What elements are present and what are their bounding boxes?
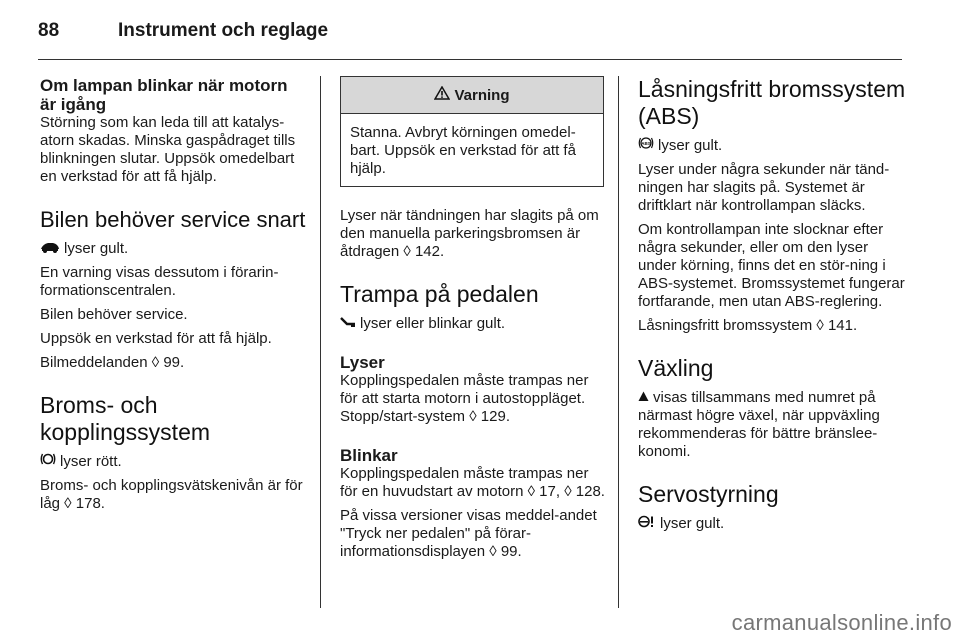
column-1 — [40, 76, 308, 513]
brake-icon — [40, 452, 56, 470]
service-paragraph-2: Bilen behöver service. — [40, 306, 188, 323]
page-header — [38, 16, 902, 56]
pedal-status: lyser eller blinkar gult. — [360, 315, 506, 332]
service-paragraph-3: Uppsök en verkstad för att få hjälp. — [40, 330, 272, 347]
gearshift-paragraph — [638, 388, 908, 461]
section-title-lamp-blinks: Om lampan blinkar när motorn är igång — [40, 76, 288, 114]
section-title-power-steering: Servostyrning — [638, 481, 779, 507]
abs-status: lyser gult. — [658, 137, 723, 154]
service-status-line — [40, 239, 308, 258]
column-3 — [638, 76, 908, 533]
section-title-pedal: Trampa på pedalen — [340, 281, 539, 307]
parking-brake-paragraph: Lyser när tändningen har slagits på om den manuella parkeringsbromsen är åtdragen ◊ 142. — [340, 207, 599, 260]
power-steering-status: lyser gult. — [660, 515, 725, 532]
page-title: Instrument och reglage — [118, 20, 329, 41]
gearshift-text: visas tillsammans med numret på närmast högre växel, när uppväxling rekommenderas för bättre bränslee-konomi. — [638, 389, 880, 460]
warning-triangle-icon — [434, 77, 450, 113]
section-title-gearshift: Växling — [638, 355, 714, 381]
header-divider — [38, 59, 902, 60]
column-divider-2 — [618, 76, 619, 608]
abs-paragraph-1: Lyser under några sekunder när tänd-ningen har slagits på. Systemet är driftklart när kontrollampan släcks. — [638, 161, 890, 214]
section-title-abs: Låsningsfritt bromssystem (ABS) — [638, 76, 906, 129]
service-status: lyser gult. — [64, 240, 129, 257]
section-text-lamp-blinks: Störning som kan leda till att katalys-atorn skadas. Minska gaspådraget tills blinkningen slutar. Uppsök omedelbart en verkstad för att få hjälp. — [40, 114, 296, 185]
brake-paragraph-1: Broms- och kopplingsvätskenivån är för låg ◊ 178. — [40, 477, 303, 512]
subsection-text-lyser: Kopplingspedalen måste trampas ner för att starta motorn i autostoppläget. Stopp/start-system ◊ 129. — [340, 372, 589, 425]
brake-status: lyser rött. — [60, 453, 122, 470]
abs-status-line — [638, 136, 908, 155]
abs-icon — [638, 136, 654, 154]
power-steering-status-line — [638, 514, 908, 533]
section-title-brake-line1: Broms- och — [40, 392, 158, 418]
section-title-service: Bilen behöver service snart — [40, 207, 306, 232]
page-number: 88 — [38, 20, 60, 41]
warning-box — [340, 76, 604, 187]
warning-text: Stanna. Avbryt körningen omedel-bart. Uppsök en verkstad för att få hjälp. — [350, 124, 576, 177]
column-divider-1 — [320, 76, 321, 608]
up-arrow-icon — [638, 388, 649, 406]
warning-header — [341, 77, 603, 114]
watermark: carmanualsonline.info — [731, 610, 952, 635]
service-paragraph-1: En varning visas dessutom i förarin-formationscentralen. — [40, 264, 279, 299]
pedal-message-paragraph: På vissa versioner visas meddel-andet "Tryck ner pedalen" på förar-informationsdisplayen ◊ 99. — [340, 507, 597, 560]
abs-paragraph-2: Om kontrollampan inte slocknar efter några sekunder, eller om den lyser under körning, finns det en stör-ning i ABS-systemet. Bromssystemet fungerar fortfarande, men utan ABS-reglering. — [638, 221, 905, 310]
car-service-icon — [40, 239, 60, 257]
service-paragraph-4: Bilmeddelanden ◊ 99. — [40, 354, 185, 371]
warning-title: Varning — [454, 87, 510, 104]
svg-text:ABS: ABS — [641, 141, 651, 146]
subsection-title-lyser: Lyser — [340, 353, 385, 372]
subsection-title-blinkar: Blinkar — [340, 446, 398, 465]
section-title-brake — [40, 392, 308, 446]
subsection-text-blinkar: Kopplingspedalen måste trampas ner för en huvudstart av motorn ◊ 17, ◊ 128. — [340, 465, 605, 500]
pedal-icon — [340, 314, 356, 332]
brake-status-line — [40, 452, 308, 471]
section-title-brake-line2: kopplingssystem — [40, 419, 211, 445]
abs-paragraph-3: Låsningsfritt bromssystem ◊ 141. — [638, 317, 858, 334]
column-2 — [340, 76, 606, 561]
steering-warning-icon — [638, 514, 656, 532]
pedal-status-line — [340, 314, 606, 333]
